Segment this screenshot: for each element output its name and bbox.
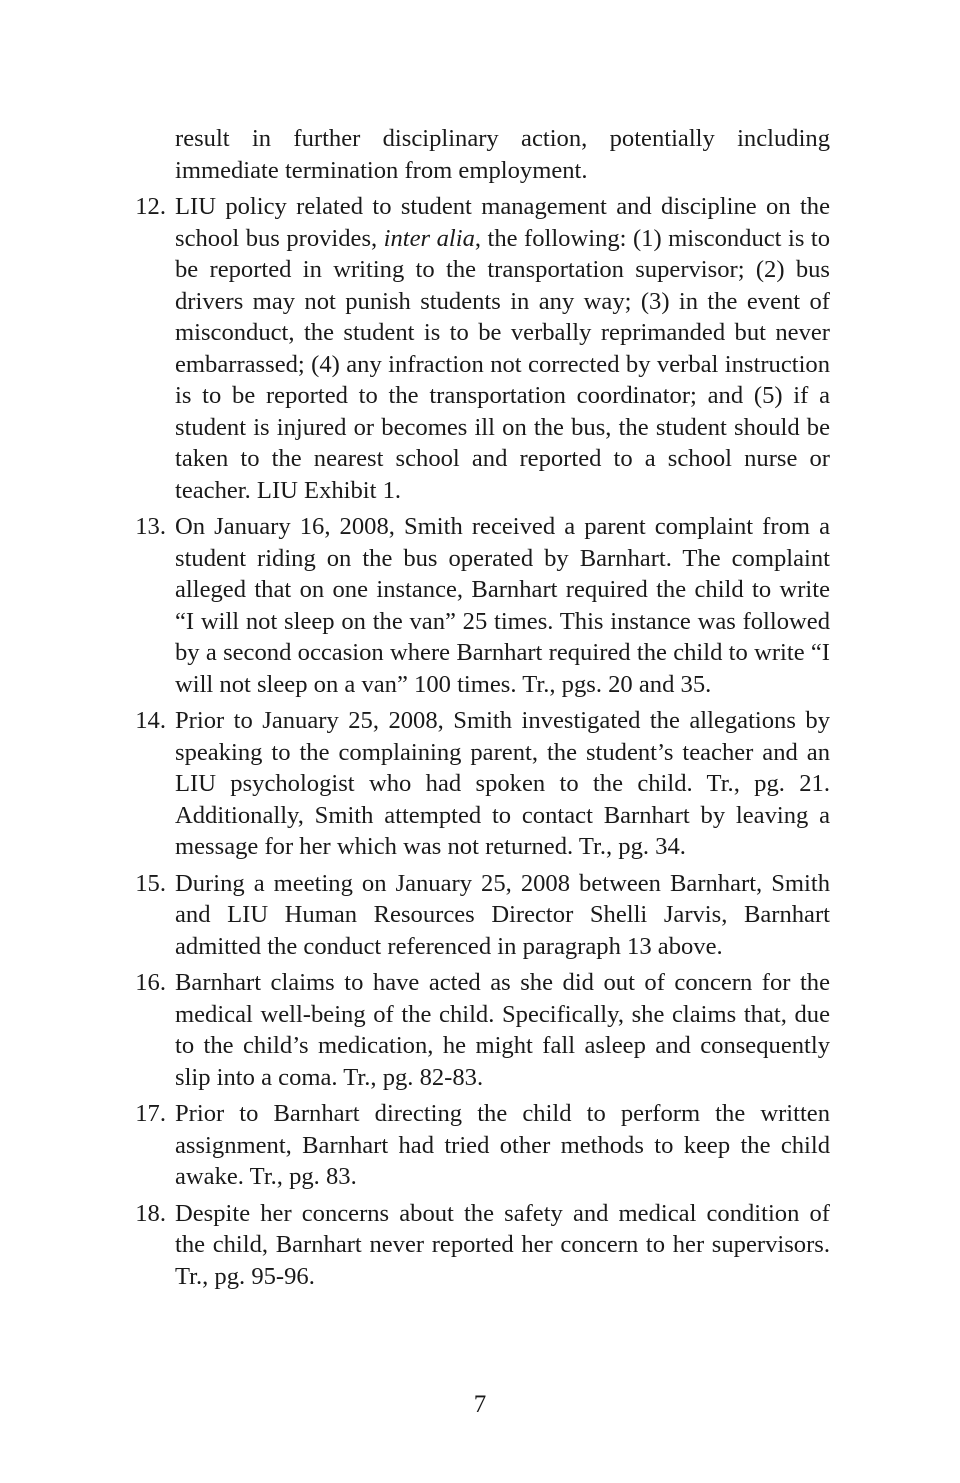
paragraph-text: On January 16, 2008, Smith received a parent complaint from a student riding on the bus operated by Barnhart. The complaint alleged that on one instance, Barnhart required the child to write “I will not sleep on the van” 25 times. This instance was followed by a second occasion where Barnhart required the child to write “I will not sleep on a van” 100 times. Tr., pgs. 20 and 35. xyxy=(175,513,830,698)
paragraph-13 xyxy=(130,511,830,700)
paragraph-text-start: LIU policy related to student management and discipline on the school bus provides, xyxy=(175,193,830,252)
paragraph-number: 17. xyxy=(135,1100,166,1127)
paragraph-text: During a meeting on January 25, 2008 between Barnhart, Smith and LIU Human Resources Director Shelli Jarvis, Barnhart admitted the conduct referenced in paragraph 13 above. xyxy=(175,869,830,960)
paragraph-14 xyxy=(130,705,830,863)
paragraph-number: 15. xyxy=(135,869,166,897)
page-body xyxy=(130,123,830,1297)
paragraph-number: 18. xyxy=(135,1199,166,1227)
paragraph-text: Barnhart claims to have acted as she did out of concern for the medical well-being of the child. Specifically, she claims that, due to the child’s medication, he might fall asleep and consequently slip into a coma. Tr., pg. 82-83. xyxy=(175,969,830,1091)
paragraph-text: Prior to Barnhart directing the child to perform the written assignment, Barnhart had tried other methods to keep the child awake. Tr., pg. 83. xyxy=(175,1100,830,1190)
paragraph-number: 14. xyxy=(135,707,166,734)
continued-paragraph: result in further disciplinary action, potentially including immediate termination from employment. xyxy=(175,125,830,184)
paragraph-number: 12. xyxy=(135,193,166,220)
paragraph-16 xyxy=(130,967,830,1093)
paragraph-text-end: , the following: (1) misconduct is to be reported in writing to the transportation supervisor; (2) bus drivers may not punish students in any way; (3) in the event of misconduct, the student is to be verbally reprimanded but never embarrassed; (4) any infraction not corrected by verbal instruction is to be reported to the transportation coordinator; and (5) if a student is injured or becomes ill on the bus, the student should be taken to the nearest school and reported to a school nurse or teacher. LIU Exhibit 1. xyxy=(175,224,831,504)
paragraph-17 xyxy=(130,1098,830,1193)
page-number: 7 xyxy=(473,1391,487,1418)
paragraph-text: Prior to January 25, 2008, Smith investigated the allegations by speaking to the complaining parent, the student’s teacher and an LIU psychologist who had spoken to the child. Tr., pg. 21. Additionally, Smith attempted to contact Barnhart by leaving a message for her which was not returned. Tr., pg. 34. xyxy=(175,707,830,860)
paragraph-number: 13. xyxy=(135,513,166,540)
paragraph-18 xyxy=(130,1198,830,1293)
paragraph-number: 16. xyxy=(135,969,166,996)
paragraph-text-italic: inter alia xyxy=(383,224,475,252)
paragraph-12 xyxy=(130,191,830,506)
paragraph-15 xyxy=(130,868,830,963)
paragraph-text: Despite her concerns about the safety and medical condition of the child, Barnhart never reported her concern to her supervisors. Tr., pg. 95-96. xyxy=(175,1199,830,1290)
